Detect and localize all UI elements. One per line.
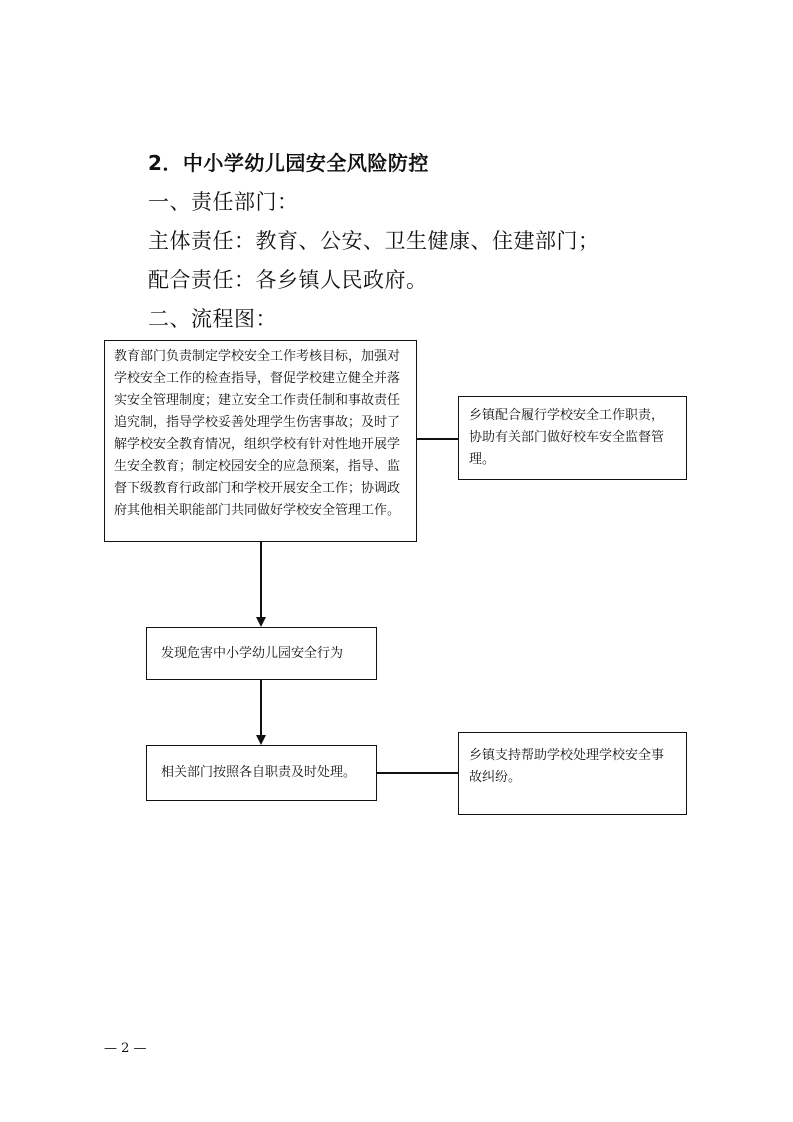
arrow-head-to-discover [256, 617, 266, 627]
discover-behavior-box [146, 627, 377, 680]
main-responsibility-text: 主体责任：教育、公安、卫生健康、住建部门； [148, 229, 600, 253]
page-number: — 2 — [104, 1041, 147, 1056]
arrow-shaft-to-discover [260, 542, 262, 618]
education-department-box [104, 340, 417, 542]
arrow-shaft-to-handle [260, 680, 262, 736]
township-support-box [458, 732, 687, 815]
township-duty-text: 乡镇配合履行学校安全工作职责，协助有关部门做好校车安全监督管理。 [469, 408, 665, 467]
department-handling-box [146, 745, 377, 801]
cooperating-responsibility-text: 配合责任：各乡镇人民政府。 [148, 268, 428, 292]
section-two-heading: 二、流程图： [148, 307, 277, 331]
section-title: 2．中小学幼儿园安全风险防控 [148, 151, 429, 175]
education-department-text: 教育部门负责制定学校安全工作考核目标，加强对学校安全工作的检查指导，督促学校建立健全并落实安全管理制度；建立安全工作责任制和事故责任追究制，指导学校妥善处理学生伤害事故；及时了解学校安全教育情况，组织学校有针对性地开展学生安全教育；制定校园安全的应急预案，指导、监督下级教育行政部门和学校开展安全工作；协调政府其他相关职能部门共同做好学校安全管理工作。 [114, 349, 401, 518]
discover-behavior-text: 发现危害中小学幼儿园安全行为 [161, 645, 344, 661]
township-duty-box [458, 396, 687, 480]
department-handling-text: 相关部门按照各自职责及时处理。 [161, 765, 357, 780]
section-one-heading: 一、责任部门： [148, 190, 299, 214]
handle-to-township-connector [377, 772, 458, 774]
education-to-township-connector [417, 438, 458, 440]
township-support-text: 乡镇支持帮助学校处理学校安全事故纠纷。 [469, 748, 665, 785]
arrow-head-to-handle [256, 735, 266, 745]
